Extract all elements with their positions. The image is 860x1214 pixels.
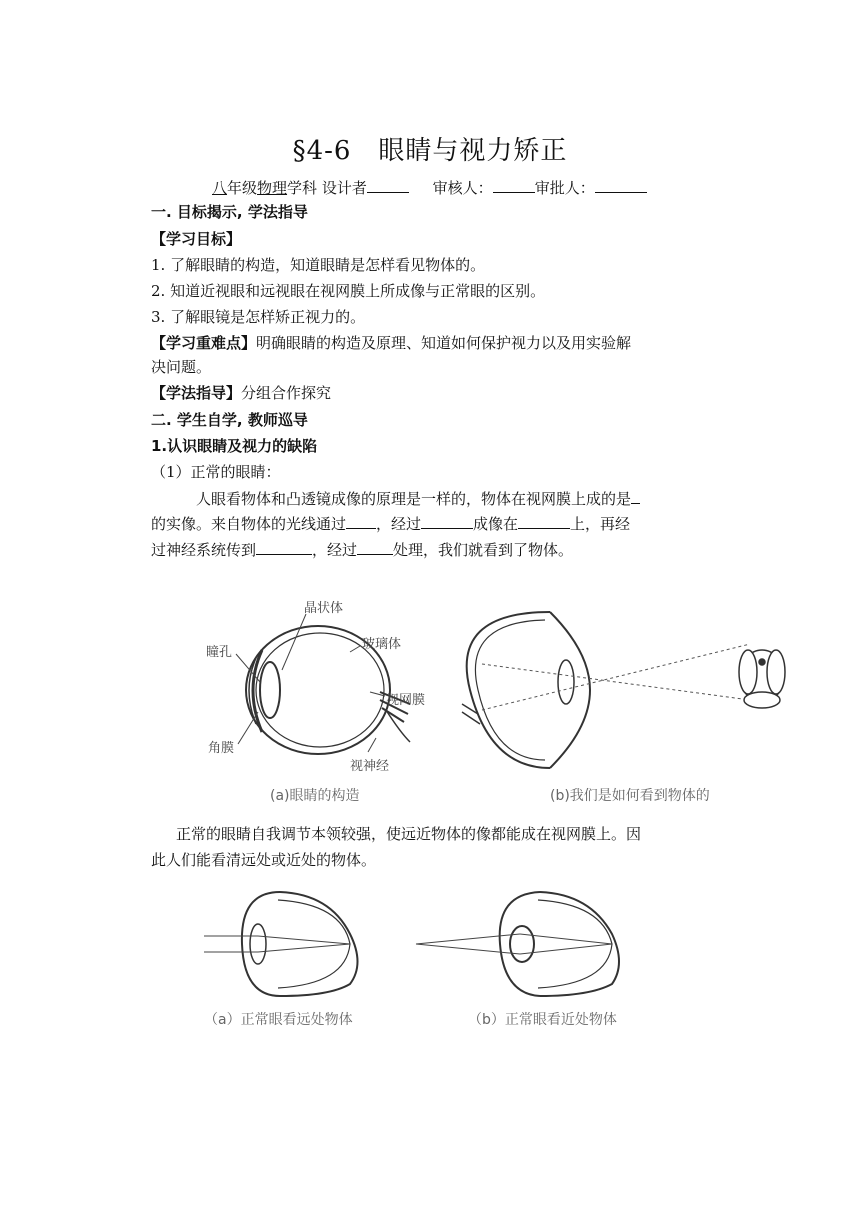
caption-far-view: （a）正常眼看远处物体 [204, 1012, 353, 1028]
method-title: 【学法指导】 [151, 384, 242, 402]
goal-3: 3. 了解眼镜是怎样矫正视力的。 [151, 308, 366, 326]
section1-heading: 一. 目标揭示, 学法指导 [151, 203, 308, 221]
key-text-2: 决问题。 [151, 358, 212, 376]
light-rays [482, 644, 750, 710]
caption-eye-structure: (a)眼睛的构造 [270, 788, 360, 804]
caption-how-we-see: (b)我们是如何看到物体的 [550, 788, 710, 804]
key-title: 【学习重难点】 [151, 334, 257, 352]
para1-line1 [196, 487, 640, 511]
reviewer-label: 审核人： [432, 179, 493, 197]
label-lens: 晶状体 [304, 601, 344, 616]
label-optic-nerve: 视神经 [350, 759, 390, 774]
fill-blank-2[interactable] [346, 514, 376, 529]
para1-text-h: 处理，我们就看到了物体。 [393, 541, 574, 559]
method-text: 分组合作探究 [241, 384, 332, 402]
label-pupil: 瞳孔 [206, 645, 233, 660]
fill-blank-4[interactable] [518, 514, 570, 529]
goal-1: 1. 了解眼睛的构造，知道眼睛是怎样看见物体的。 [151, 256, 486, 274]
label-vitreous: 玻璃体 [362, 637, 402, 652]
para1-text-e: 上，再经 [570, 515, 631, 533]
parallel-rays [204, 936, 350, 952]
figure-eye-structure [200, 592, 790, 812]
page-title: §4-6 眼睛与视力矫正 [292, 136, 568, 166]
figure-normal-eye-focus [200, 884, 660, 1034]
para1-line3 [151, 538, 573, 562]
fill-blank-5[interactable] [256, 540, 312, 555]
designer-blank[interactable] [367, 178, 409, 193]
approver-label: 审批人： [534, 179, 595, 197]
reviewer-blank[interactable] [493, 178, 535, 193]
eye-structure-svg [200, 592, 790, 812]
goals-title: 【学习目标】 [151, 230, 242, 248]
label-retina: 视网膜 [386, 693, 426, 708]
section2-heading: 二. 学生自学, 教师巡导 [151, 411, 308, 429]
diverging-rays [416, 934, 612, 954]
para1-text-f: 过神经系统传到 [151, 541, 257, 559]
caption-near-view: （b）正常眼看近处物体 [468, 1012, 617, 1028]
para2-line2: 此人们能看清远处或近处的物体。 [151, 851, 377, 869]
eye-near-view [500, 892, 619, 996]
para1-text-b: 的实像。来自物体的光线通过 [151, 515, 347, 533]
fill-blank-1[interactable] [631, 489, 640, 504]
normal-eye-focus-svg [200, 884, 660, 1034]
para1-text-c: ，经过 [376, 515, 422, 533]
para2-line1: 正常的眼睛自我调节本领较强，使远近物体的像都能成在视网膜上。因 [176, 825, 642, 843]
designer-label: 学科 设计者 [287, 179, 367, 197]
para1-text-g: ，经过 [312, 541, 358, 559]
subject: 物理 [257, 179, 288, 197]
fill-blank-3[interactable] [421, 514, 473, 529]
para1-text-d: 成像在 [473, 515, 519, 533]
grade: 八 [212, 179, 228, 197]
sub-heading: 1.认识眼睛及视力的缺陷 [151, 437, 318, 455]
eye-far-view [242, 892, 358, 996]
label-cornea: 角膜 [208, 741, 235, 756]
key-text-1: 明确眼睛的构造及原理、知道如何保护视力以及用实验解 [256, 334, 632, 352]
eye-viewing-object [462, 612, 590, 768]
grade-suffix: 年级 [227, 179, 258, 197]
para1-line2 [151, 512, 630, 536]
goal-2: 2. 知道近视眼和远视眼在视网膜上所成像与正常眼的区别。 [151, 282, 546, 300]
eye-label-leaders [236, 614, 385, 752]
item-1: （1）正常的眼睛： [151, 463, 281, 481]
para1-text-a: 人眼看物体和凸透镜成像的原理是一样的，物体在视网膜上成的是 [196, 490, 632, 508]
fill-blank-6[interactable] [357, 540, 393, 555]
meta-line [212, 177, 647, 198]
method-line [151, 381, 331, 405]
approver-blank[interactable] [595, 178, 647, 193]
key-points-line-1 [151, 331, 631, 355]
dog-object [739, 650, 785, 708]
